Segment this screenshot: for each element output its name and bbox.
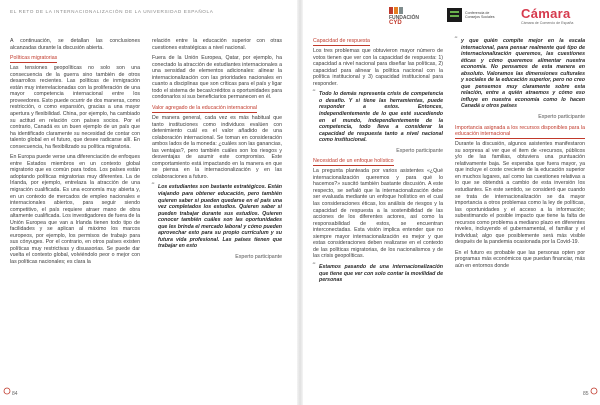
body-paragraph: La pregunta planteada por varios asistentes «¿Qué internacionalización queremos y para qué lo hacemos?» suscitó también bastante discusión. A este respecto, se señaló que la internacionalización debe ser evaluada mediante un enfoque holístico en el cual las consideraciones éticas, los análisis de riesgos y la capacidad de respuesta a la sostenibilidad de las acciones de los diferentes actores, así como la responsabilidad de estos, se encuentran interconectadas. Esta visión implica entender que no siempre mayor internacionalización es mejor y que estas consideraciones deben realizarse en el contexto de las políticas migratorias, de los nacionalismos y de las crisis geopolíticas.: [313, 168, 443, 260]
page-corner-icon: [2, 386, 12, 396]
quote-attribution: Experto participante: [538, 114, 585, 121]
fundacion-logo-text: FUNDACIÓN: [389, 15, 419, 21]
section-heading: Políticas migratorias: [10, 55, 57, 63]
left-page-column-2: [152, 38, 282, 264]
pull-quote: “ Los estudiantes son bastante estratégicos. Están viajando para obtener educación, pero también quieren saber si pueden quedarse en el país una vez completados los estudios. Quieren saber si pueden trabajar durante sus estudios. Quieren conocer también cuáles son las oportunidades que les brinda el mercado laboral y cómo pueden aprovechar esto para su propio currículum y su futura vida profesional. Las países tienen que trabajar en esto: [152, 184, 282, 249]
camara-logo-subtitle: Cámara de Comercio de España: [521, 21, 574, 25]
quote-attribution: Experto participante: [396, 147, 443, 154]
pull-quote: “ y que quién compite mejor en la escala internacional, para pensar realmente qué tipo de internacionalización queremos, las cuestiones éticas y cómo queremos alimentar nuestra economía. No pensamos de esta manera en absoluto. Valoramos las dimensiones culturales y sociales de la educación superior, pero no creo que pensemos muy claramente sobre esta relación, entre a quién atraemos y cómo eso influye en nuestra economía como lo hacen Canadá u otros países: [455, 38, 585, 110]
body-paragraph: En Europa puede verse una diferenciación de enfoques entre Estados miembros en un contexto global migratorio que es común para todos. Los países están adoptando políticas migratorias muy diferentes. La de Irlanda, por ejemplo, entrelaza la atracción de una migración cualificada. Es una economía muy abierta y, en un contexto de mercados de empleo nacionales e internacionales abiertos, para seguir siendo competitivo, el país requiere atraer mano de obra altamente cualificada. Los investigadores de fuera de la Unión Europea que van a Irlanda tienen todo tipo de facilidades y se aplican al máximo los marcos europeos, por ejemplo, los permisos de trabajo para sus cónyuges. Por el contrario, en otros países existen políticas muy restrictivas y disuasorias. Se puede dar vuelta el contexto global, volviéndolo peor o mejor con las políticas nacionales; es clara la: [10, 154, 140, 265]
body-paragraph: Las tensiones geopolíticas no solo son una consecuencia de la guerra sino también de otros desarrollos recientes. Las políticas de inmigración están muy interrelacionadas con la proliferación de una mayor competencia internacional entre los proveedores. Esto puede ocurrir de dos maneras, como restricción, o como expansión, gracias a una mayor apertura y flexibilidad. China, por ejemplo, ha cambiado su actitud en relación con países socios. Por el contrario, Canadá es un buen ejemplo de un país que ha identificado claramente su necesidad de contar con talento global en el futuro, que desee radicarse allí. En consecuencia, ha flexibilizado su política migratoria.: [10, 65, 140, 150]
body-paragraph: A continuación, se detallan las conclusiones alcanzadas durante la discusión abierta.: [10, 38, 140, 51]
page-corner-icon: [589, 386, 599, 396]
body-paragraph: Fuera de la Unión Europea, Qatar, por ejemplo, ha conectado la atracción de estudiantes internacionales a una sensidad de elementos adicionales: alinear la internacionalización con las prioridades nacionales en cuanto a disciplinas que son críticas para el país y ligar todo el sistema de becas/créditos a oportunidades para condonarlos si sus beneficiarios permanecen en él.: [152, 55, 282, 101]
camara-logo: [521, 6, 581, 25]
left-page: [0, 0, 297, 405]
cyd-logo-text: CYD: [389, 20, 402, 26]
page-number-left: 84: [12, 391, 18, 397]
body-paragraph: En el futuro es probable que las personas opten por programas más económicos que puedan financiar, más aún en entornos donde: [455, 249, 585, 269]
section-heading: Necesidad de un enfoque holístico: [313, 158, 394, 166]
camara-logo-word: Cámara: [521, 6, 571, 21]
right-page: [303, 0, 600, 405]
right-page-column-2: [455, 38, 585, 274]
body-paragraph: De manera general, cada vez es más habitual que tanto instituciones como individuos evalúen con detenimiento cuál es el valor añadido de una colaboración internacional. Se toman en consideración ambos lados de la moneda: ¿cuáles son las ganancias, las ventajas?, pero también cuáles son los riesgos y desventajas de asumir este compromiso. Este comportamiento está impactando en la manera en que se piensa en la internacionalización y en las colaboraciones a futuro.: [152, 114, 282, 180]
left-page-column-1: [10, 38, 140, 270]
body-paragraph: relación entre la educación superior con otras cuestiones estratégicas a nivel nacional.: [152, 38, 282, 51]
body-paragraph: Los tres problemas que obtuvieron mayor número de votos tienen que ver con la capacidad de respuesta: 1) capacidad a nivel nacional para diseñar las políticas, 2) capacidad para alinear la política nacional con la política institucional y 3) capacidad institucional para responder.: [313, 48, 443, 87]
quote-attribution: Experto participante: [235, 253, 282, 260]
pull-quote: “ Todo lo demás representa crisis de competencia o desafío. Y si tiene las herramientas, puede responder a estos. Entonces, independientemente de lo que esté sucediendo en el mundo, independientemente de la competencia, todo lleva a considerar la capacidad de respuesta tanto a nivel nacional como institucional.: [313, 91, 443, 143]
running-head: EL RETO DE LA INTERNACIONALIZACIÓN DE LA UNIVERSIDAD ESPAÑOLA: [10, 9, 214, 14]
ccs-mark-icon: [447, 8, 462, 22]
ccs-logo-text: Conferencia de Consejos Sociales: [465, 11, 495, 20]
section-heading: Capacidad de respuesta: [313, 38, 370, 46]
right-page-column-1: [313, 38, 443, 288]
section-heading: Importancia asignada a los recursos disponibles para la educación internacional: [455, 125, 585, 140]
pull-quote: “ Estamos pasando de una internacionalización que tiene que ver con solo contar la movilidad de personas: [313, 264, 443, 284]
body-paragraph: Durante la discusión, algunos asistentes manifestaron su sorpresa al ver que el item de «recursos, públicos y/o de las familias, obtuviera una puntuación relativamente baja. Se esperaba que fuera mayor, ya que incluye el coste creciente de la educación superior en muchos lugares, así como las cuestiones relativas a lo que se obtendrá a cambio de esta inversión los estudiantes. En este sentido, se consideró que cuando se trata de internacionalización se da mayor importancia a otros problemas como la ley de políticas, las oportunidades y el acceso a la información; subestimando el posible impacto que tiene la falta de recursos como problema a mediano plazo en diferentes niveles, incluyendo el gubernamental, el familiar y el individual; algo que posiblemente será más visible después de la pandemia ocasionada por la Covid-19.: [455, 141, 585, 246]
section-heading: Valor agregado de la educación internacional: [152, 105, 257, 113]
fundacion-mark-icon: [389, 7, 402, 14]
page-number-right: 85: [583, 391, 589, 397]
